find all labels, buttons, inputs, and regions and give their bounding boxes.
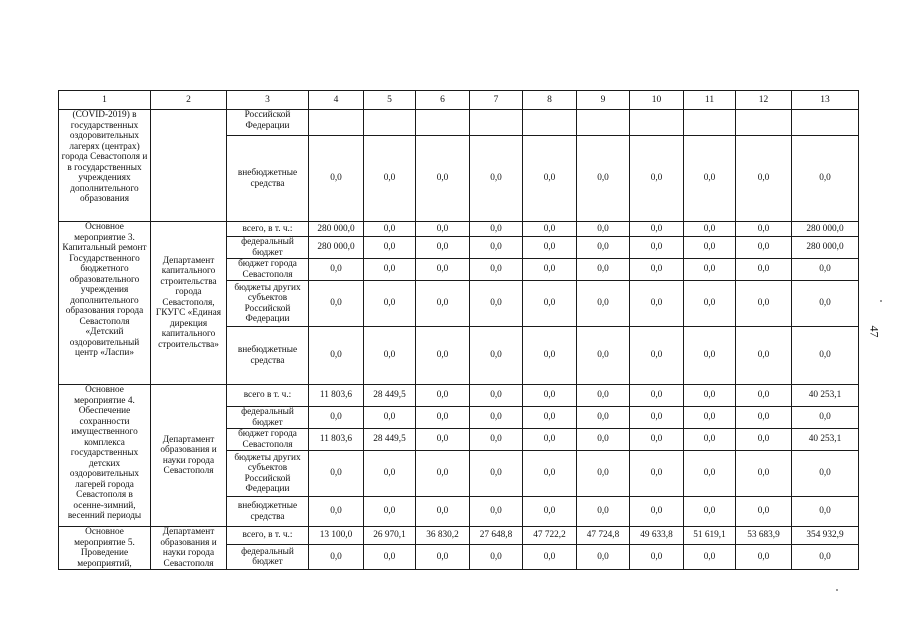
value-cell: 0,0: [470, 385, 523, 407]
value-cell: [736, 110, 792, 136]
value-cell: 0,0: [736, 407, 792, 429]
funding-source-cell: бюджет города Севастополя: [227, 429, 309, 451]
value-cell: 0,0: [364, 451, 416, 497]
table-row: [59, 527, 859, 545]
value-cell: 0,0: [364, 259, 416, 281]
value-cell: 27 648,8: [470, 527, 523, 545]
value-cell: 0,0: [470, 497, 523, 527]
value-cell: 0,0: [792, 327, 859, 385]
value-cell: [309, 110, 364, 136]
activity-name-cell: Основное мероприятие 5. Проведение мероприятий,: [59, 527, 151, 570]
value-cell: 0,0: [523, 497, 577, 527]
funding-source-cell: федеральный бюджет: [227, 545, 309, 570]
column-number: 7: [470, 91, 523, 110]
value-cell: 0,0: [630, 407, 684, 429]
value-cell: 0,0: [684, 497, 736, 527]
executor-cell: Департамент капитального строительства города Севастополя, ГКУГС «Единая дирекция капитального строительства»: [151, 222, 227, 385]
value-cell: 0,0: [577, 497, 630, 527]
funding-source-cell: всего, в т. ч.:: [227, 527, 309, 545]
value-cell: 0,0: [470, 407, 523, 429]
value-cell: 0,0: [523, 222, 577, 237]
funding-source-cell: Российской Федерации: [227, 110, 309, 136]
value-cell: 0,0: [364, 136, 416, 222]
value-cell: 0,0: [523, 429, 577, 451]
value-cell: 0,0: [523, 327, 577, 385]
value-cell: 0,0: [630, 136, 684, 222]
value-cell: 354 932,9: [792, 527, 859, 545]
value-cell: 47 722,2: [523, 527, 577, 545]
column-number: 4: [309, 91, 364, 110]
value-cell: 0,0: [736, 545, 792, 570]
value-cell: [364, 110, 416, 136]
value-cell: 11 803,6: [309, 429, 364, 451]
table-row: [59, 110, 859, 136]
value-cell: 49 633,8: [630, 527, 684, 545]
value-cell: 0,0: [364, 237, 416, 259]
value-cell: 0,0: [470, 222, 523, 237]
value-cell: 0,0: [736, 327, 792, 385]
value-cell: 0,0: [309, 497, 364, 527]
value-cell: 0,0: [577, 545, 630, 570]
activity-name-cell: Основное мероприятие 4. Обеспечение сохранности имущественного комплекса государственных детских оздоровительных лагерей города Севастополя в осенне-зимний, весенний периоды: [59, 385, 151, 527]
value-cell: 0,0: [523, 259, 577, 281]
value-cell: 280 000,0: [792, 222, 859, 237]
value-cell: 0,0: [364, 222, 416, 237]
value-cell: 26 970,1: [364, 527, 416, 545]
value-cell: 0,0: [416, 451, 470, 497]
value-cell: 0,0: [736, 222, 792, 237]
value-cell: 13 100,0: [309, 527, 364, 545]
value-cell: 0,0: [792, 497, 859, 527]
column-number: 2: [151, 91, 227, 110]
scan-speck: [836, 589, 838, 591]
value-cell: 0,0: [470, 237, 523, 259]
value-cell: 280 000,0: [792, 237, 859, 259]
value-cell: 0,0: [792, 407, 859, 429]
value-cell: 53 683,9: [736, 527, 792, 545]
value-cell: 28 449,5: [364, 429, 416, 451]
value-cell: 0,0: [792, 259, 859, 281]
value-cell: 0,0: [736, 136, 792, 222]
value-cell: [630, 110, 684, 136]
value-cell: 0,0: [416, 545, 470, 570]
value-cell: 0,0: [736, 497, 792, 527]
value-cell: 40 253,1: [792, 385, 859, 407]
value-cell: 0,0: [792, 545, 859, 570]
value-cell: 0,0: [309, 451, 364, 497]
value-cell: 0,0: [309, 407, 364, 429]
funding-source-cell: всего в т. ч.:: [227, 385, 309, 407]
value-cell: 0,0: [684, 281, 736, 327]
value-cell: 0,0: [364, 545, 416, 570]
value-cell: 0,0: [309, 545, 364, 570]
value-cell: 0,0: [416, 222, 470, 237]
funding-source-cell: бюджет города Севастополя: [227, 259, 309, 281]
value-cell: 0,0: [470, 327, 523, 385]
value-cell: 0,0: [523, 451, 577, 497]
value-cell: 0,0: [684, 407, 736, 429]
value-cell: 0,0: [577, 451, 630, 497]
value-cell: 51 619,1: [684, 527, 736, 545]
funding-source-cell: всего, в т. ч.:: [227, 222, 309, 237]
value-cell: 36 830,2: [416, 527, 470, 545]
value-cell: 40 253,1: [792, 429, 859, 451]
value-cell: 0,0: [630, 259, 684, 281]
value-cell: 0,0: [736, 237, 792, 259]
value-cell: 0,0: [364, 497, 416, 527]
column-number: 1: [59, 91, 151, 110]
value-cell: 0,0: [470, 429, 523, 451]
value-cell: 0,0: [792, 136, 859, 222]
value-cell: 0,0: [684, 136, 736, 222]
value-cell: 0,0: [630, 385, 684, 407]
value-cell: 0,0: [523, 237, 577, 259]
funding-source-cell: внебюджетные средства: [227, 136, 309, 222]
value-cell: 0,0: [577, 327, 630, 385]
column-number: 11: [684, 91, 736, 110]
value-cell: 47 724,8: [577, 527, 630, 545]
value-cell: 0,0: [577, 429, 630, 451]
value-cell: 0,0: [736, 259, 792, 281]
value-cell: 0,0: [684, 327, 736, 385]
column-number: 13: [792, 91, 859, 110]
funding-source-cell: федеральный бюджет: [227, 407, 309, 429]
table-row: [59, 222, 859, 237]
column-number: 6: [416, 91, 470, 110]
column-number: 10: [630, 91, 684, 110]
executor-cell: Департамент образования и науки города Севастополя: [151, 385, 227, 527]
value-cell: 0,0: [416, 259, 470, 281]
value-cell: 0,0: [416, 237, 470, 259]
value-cell: 0,0: [309, 259, 364, 281]
funding-source-cell: бюджеты других субъектов Российской Федерации: [227, 281, 309, 327]
value-cell: 0,0: [577, 259, 630, 281]
column-number: 8: [523, 91, 577, 110]
column-number: 3: [227, 91, 309, 110]
column-number: 12: [736, 91, 792, 110]
value-cell: 0,0: [684, 545, 736, 570]
value-cell: 0,0: [309, 136, 364, 222]
value-cell: 0,0: [309, 327, 364, 385]
value-cell: 0,0: [736, 429, 792, 451]
value-cell: 0,0: [470, 136, 523, 222]
value-cell: 0,0: [577, 237, 630, 259]
value-cell: 0,0: [684, 222, 736, 237]
value-cell: [416, 110, 470, 136]
value-cell: 0,0: [416, 281, 470, 327]
value-cell: 280 000,0: [309, 237, 364, 259]
value-cell: 0,0: [523, 281, 577, 327]
value-cell: 11 803,6: [309, 385, 364, 407]
value-cell: 0,0: [630, 237, 684, 259]
scan-speck: [880, 300, 882, 302]
value-cell: 0,0: [792, 451, 859, 497]
funding-source-cell: внебюджетные средства: [227, 497, 309, 527]
value-cell: 0,0: [577, 407, 630, 429]
value-cell: [792, 110, 859, 136]
value-cell: 0,0: [684, 237, 736, 259]
value-cell: 0,0: [577, 222, 630, 237]
value-cell: 0,0: [416, 136, 470, 222]
value-cell: 0,0: [630, 545, 684, 570]
value-cell: 0,0: [470, 545, 523, 570]
column-number: 5: [364, 91, 416, 110]
value-cell: 0,0: [630, 429, 684, 451]
value-cell: 0,0: [630, 222, 684, 237]
value-cell: [577, 110, 630, 136]
funding-source-cell: федеральный бюджет: [227, 237, 309, 259]
value-cell: 280 000,0: [309, 222, 364, 237]
value-cell: 0,0: [416, 429, 470, 451]
funding-source-cell: внебюджетные средства: [227, 327, 309, 385]
value-cell: 0,0: [523, 407, 577, 429]
value-cell: 0,0: [470, 281, 523, 327]
value-cell: [470, 110, 523, 136]
value-cell: 0,0: [577, 385, 630, 407]
page-number: 47: [867, 325, 882, 338]
value-cell: 0,0: [792, 281, 859, 327]
value-cell: 0,0: [577, 136, 630, 222]
value-cell: 0,0: [523, 385, 577, 407]
value-cell: 0,0: [309, 281, 364, 327]
executor-cell: Департамент образования и науки города Севастополя: [151, 527, 227, 570]
value-cell: 0,0: [416, 407, 470, 429]
value-cell: 28 449,5: [364, 385, 416, 407]
value-cell: [523, 110, 577, 136]
value-cell: 0,0: [364, 281, 416, 327]
value-cell: 0,0: [684, 385, 736, 407]
value-cell: 0,0: [416, 497, 470, 527]
funding-source-cell: бюджеты других субъектов Российской Федерации: [227, 451, 309, 497]
value-cell: 0,0: [736, 385, 792, 407]
value-cell: 0,0: [470, 259, 523, 281]
value-cell: 0,0: [630, 497, 684, 527]
value-cell: 0,0: [684, 451, 736, 497]
executor-cell: [151, 110, 227, 222]
value-cell: 0,0: [630, 327, 684, 385]
value-cell: 0,0: [416, 327, 470, 385]
value-cell: 0,0: [523, 545, 577, 570]
value-cell: 0,0: [630, 281, 684, 327]
value-cell: 0,0: [523, 136, 577, 222]
value-cell: 0,0: [736, 281, 792, 327]
column-number-row: [59, 91, 859, 110]
value-cell: 0,0: [416, 385, 470, 407]
table-row: [59, 385, 859, 407]
value-cell: 0,0: [364, 407, 416, 429]
column-number: 9: [577, 91, 630, 110]
value-cell: 0,0: [577, 281, 630, 327]
value-cell: [684, 110, 736, 136]
budget-table: [58, 90, 859, 570]
value-cell: 0,0: [470, 451, 523, 497]
value-cell: 0,0: [684, 259, 736, 281]
activity-name-cell: Основное мероприятие 3. Капитальный ремонт Государственного бюджетного образовательного учреждения дополнительного образования города Севастополя «Детский оздоровительный центр «Ласпи»: [59, 222, 151, 385]
activity-name-cell: (COVID-2019) в государственных оздоровительных лагерях (центрах) города Севастополя и в государственных учреждениях дополнительного образования: [59, 110, 151, 222]
value-cell: 0,0: [736, 451, 792, 497]
value-cell: 0,0: [630, 451, 684, 497]
value-cell: 0,0: [364, 327, 416, 385]
value-cell: 0,0: [684, 429, 736, 451]
